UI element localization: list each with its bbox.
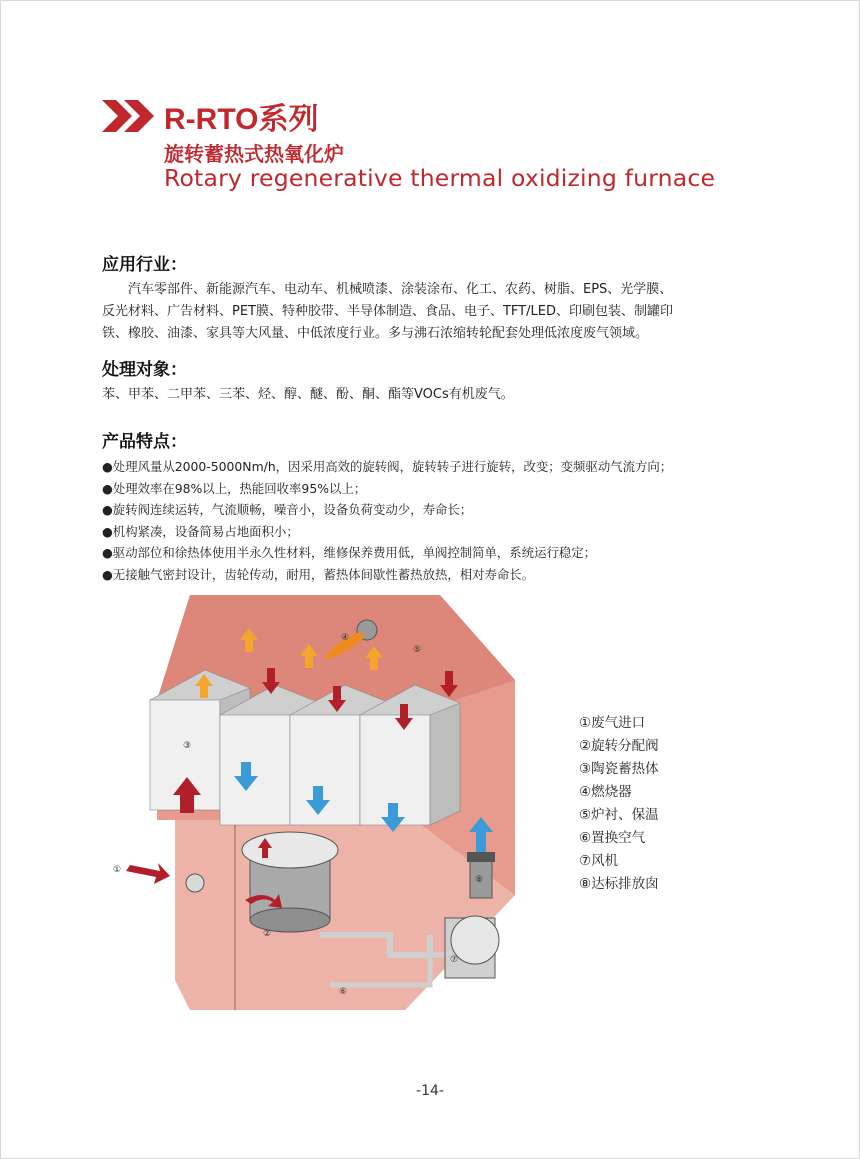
feature-item: ●驱动部位和徐热体使用半永久性材料，维修保养费用低，单阀控制简单，系统运行稳定； (102, 545, 597, 560)
marker-7: ⑦ (450, 955, 459, 965)
diagram-legend (579, 712, 659, 896)
targets-heading: 处理对象： (102, 360, 187, 380)
marker-1: ① (113, 865, 122, 875)
legend-item: ⑦风机 (579, 853, 619, 869)
marker-5: ⑤ (413, 645, 422, 655)
rto-diagram (95, 590, 545, 1020)
rotary-valve (242, 832, 338, 932)
industries-line: 汽车零部件、新能源汽车、电动车、机械喷漆、涂装涂布、化工、农药、树脂、EPS、光学膜、 (128, 282, 673, 297)
industries-line: 反光材料、广告材料、PET膜、特种胶带、半导体制造、食品、电子、TFT/LED、印刷包装、制罐印 (102, 304, 673, 319)
industries-text (102, 279, 782, 345)
industries-section (102, 250, 782, 345)
feature-item: ●处理风量从2000-5000Nm/h，因采用高效的旋转阀，旋转转子进行旋转，改变；变频驱动气流方向； (102, 459, 673, 474)
feature-item: ●旋转阀连续运转，气流顺畅，噪音小，设备负荷变动少，寿命长； (102, 502, 473, 517)
inlet-port (186, 874, 204, 892)
product-title-en: Rotary regenerative thermal oxidizing furnace (164, 164, 716, 192)
features-section (102, 427, 782, 585)
legend-item: ③陶瓷蓄热体 (579, 761, 659, 777)
legend-item: ⑥置换空气 (579, 830, 646, 846)
legend-item: ④燃烧器 (579, 784, 632, 800)
product-title-cn: 旋转蓄热式热氧化炉 (164, 142, 344, 166)
legend-item: ⑤炉衬、保温 (579, 807, 659, 823)
features-heading: 产品特点： (102, 432, 187, 452)
marker-3: ③ (183, 741, 192, 751)
marker-6: ⑥ (339, 987, 348, 997)
marker-8: ⑧ (475, 875, 484, 885)
page-number: -14- (416, 1083, 444, 1099)
inlet-arrow (126, 863, 170, 884)
industries-heading: 应用行业： (102, 255, 187, 275)
marker-2: ② (263, 929, 272, 939)
legend-item: ①废气进口 (579, 715, 646, 731)
feature-item: ●机构紧凑，设备简易占地面积小； (102, 523, 299, 539)
targets-text: 苯、甲苯、二甲苯、三苯、烃、醇、醚、酚、酮、酯等VOCs有机废气。 (102, 387, 514, 402)
fan (445, 916, 499, 978)
double-chevron-icon (100, 98, 160, 134)
feature-item: ●处理效率在98%以上，热能回收率95%以上； (102, 480, 367, 496)
legend-item: ②旋转分配阀 (579, 738, 659, 754)
marker-4: ④ (341, 633, 350, 643)
feature-item: ●无接触气密封设计，齿轮传动，耐用，蓄热体间歇性蓄热放热，相对寿命长。 (102, 566, 535, 582)
legend-item: ⑧达标排放囱 (579, 876, 659, 892)
targets-section (102, 355, 782, 406)
series-title: R-RTO系列 (164, 103, 319, 136)
industries-line: 铁、橡胶、油漆、家具等大风量、中低浓度行业。多与沸石浓缩转轮配套处理低浓度废气领域。 (102, 326, 649, 341)
